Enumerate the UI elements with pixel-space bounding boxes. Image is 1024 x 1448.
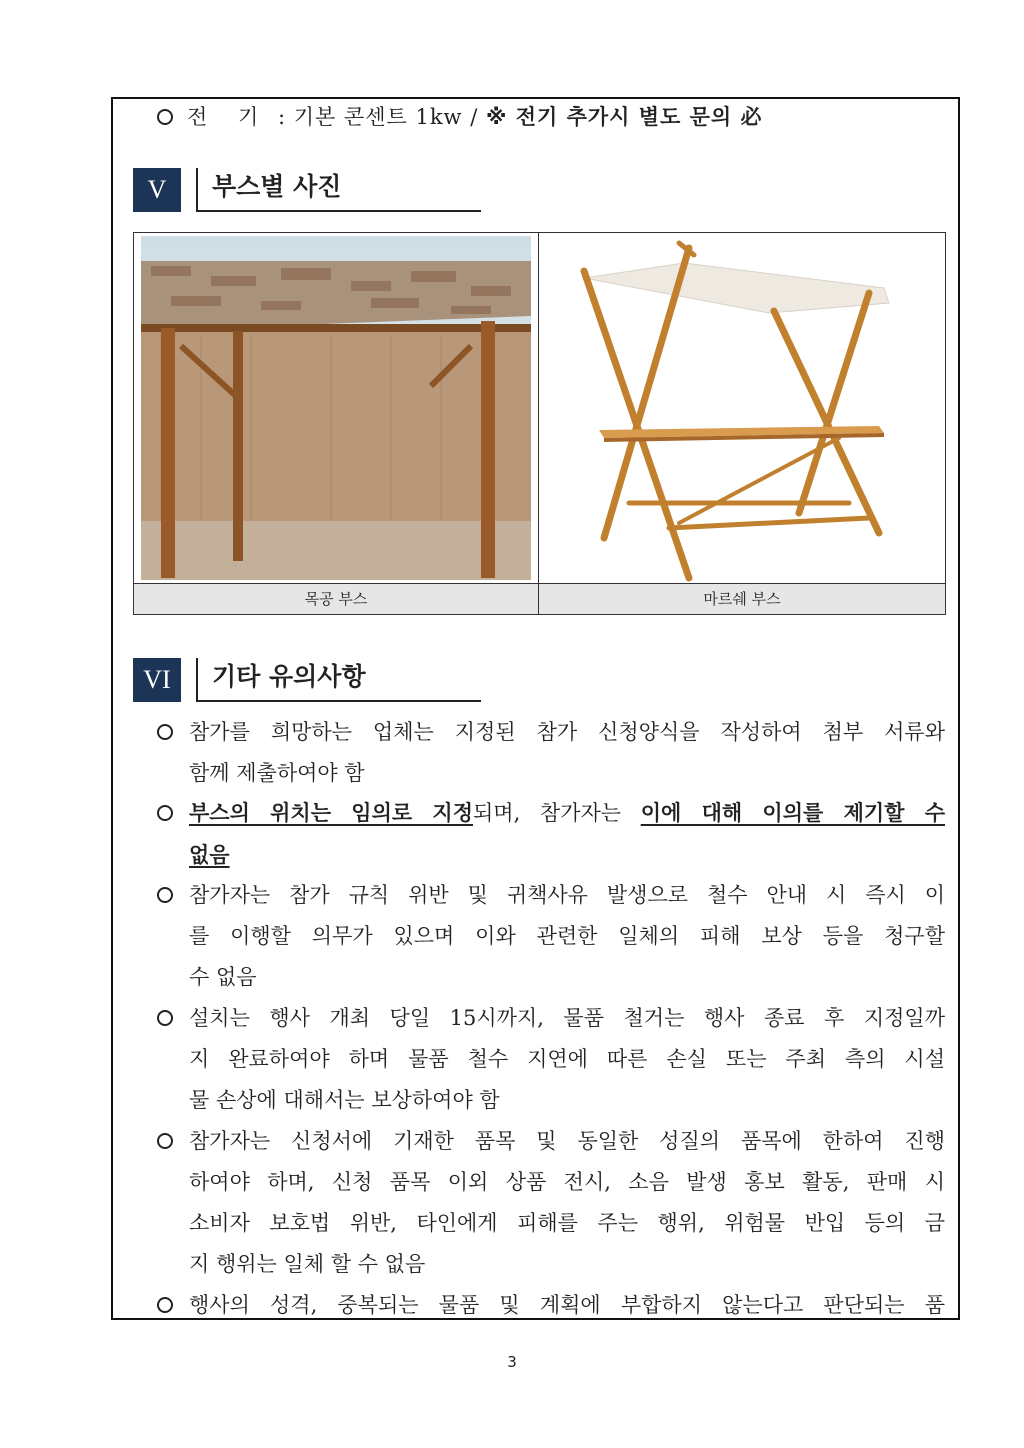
notice-text: 되며, 참가자는 bbox=[473, 801, 641, 825]
circle-bullet-icon bbox=[157, 109, 173, 125]
notice-text: 지 행위는 일체 할 수 없음 bbox=[189, 1252, 426, 1276]
underlined-phrase: 없음 bbox=[189, 843, 230, 867]
notice-text: 물 손상에 대해서는 보상하여야 함 bbox=[189, 1088, 500, 1112]
section-number: V bbox=[133, 168, 181, 212]
circle-bullet-icon bbox=[157, 1010, 173, 1026]
section-title: 부스별 사진 bbox=[196, 168, 481, 212]
section-title: 기타 유의사항 bbox=[196, 658, 481, 702]
notice-text: 소비자 보호법 위반, 타인에게 피해를 주는 행위, 위험물 반입 등의 금 bbox=[189, 1211, 945, 1235]
notice-text: 하여야 하며, 신청 품목 이외 상품 전시, 소음 발생 홍보 활동, 판매 시 bbox=[189, 1170, 945, 1194]
notice-text: 함께 제출하여야 함 bbox=[189, 761, 365, 785]
circle-bullet-icon bbox=[157, 1133, 173, 1149]
electricity-value: : 기본 콘센트 1kw / bbox=[277, 105, 479, 129]
circle-bullet-icon bbox=[157, 887, 173, 903]
notice-text: 참가자는 신청서에 기재한 품목 및 동일한 성질의 품목에 한하여 진행 bbox=[189, 1129, 945, 1153]
photo-cell-marche bbox=[539, 233, 945, 583]
notice-text-underlined bbox=[189, 797, 945, 827]
notice-text: 참가를 희망하는 업체는 지정된 참가 신청양식을 작성하여 첨부 서류와 bbox=[189, 720, 945, 744]
marche-booth-image bbox=[539, 233, 945, 583]
underlined-phrase: 부스의 위치는 임의로 지정 bbox=[189, 801, 474, 825]
electricity-label: 전 기 bbox=[187, 105, 271, 129]
notice-text: 지 완료하여야 하며 물품 철수 지연에 따른 손실 또는 주최 측의 시설 bbox=[189, 1047, 945, 1071]
photo-cell-wooden bbox=[134, 233, 539, 583]
notice-text: 행사의 성격, 중복되는 물품 및 계획에 부합하지 않는다고 판단되는 품 bbox=[189, 1293, 945, 1317]
notice-text: 수 없음 bbox=[189, 965, 257, 989]
notice-text: 참가자는 참가 규칙 위반 및 귀책사유 발생으로 철수 안내 시 즉시 이 bbox=[189, 883, 945, 907]
wooden-booth-image bbox=[141, 236, 531, 580]
notice-text bbox=[189, 839, 945, 869]
section-number: VI bbox=[133, 658, 181, 702]
photo-caption-wooden: 목공 부스 bbox=[134, 583, 539, 614]
electricity-line bbox=[157, 101, 763, 131]
underlined-phrase: 이에 대해 이의를 제기할 수 bbox=[640, 801, 946, 825]
photo-caption-marche: 마르쉐 부스 bbox=[539, 583, 945, 614]
page-number: 3 bbox=[507, 1353, 517, 1371]
booth-photo-table bbox=[133, 232, 946, 615]
electricity-note: ※ 전기 추가시 별도 문의 必 bbox=[485, 105, 763, 129]
circle-bullet-icon bbox=[157, 724, 173, 740]
notice-text: 를 이행할 의무가 있으며 이와 관련한 일체의 피해 보상 등을 청구할 bbox=[189, 924, 945, 948]
circle-bullet-icon bbox=[157, 805, 173, 821]
circle-bullet-icon bbox=[157, 1297, 173, 1313]
notice-text: 설치는 행사 개최 당일 15시까지, 물품 철거는 행사 종료 후 지정일까 bbox=[189, 1006, 945, 1030]
